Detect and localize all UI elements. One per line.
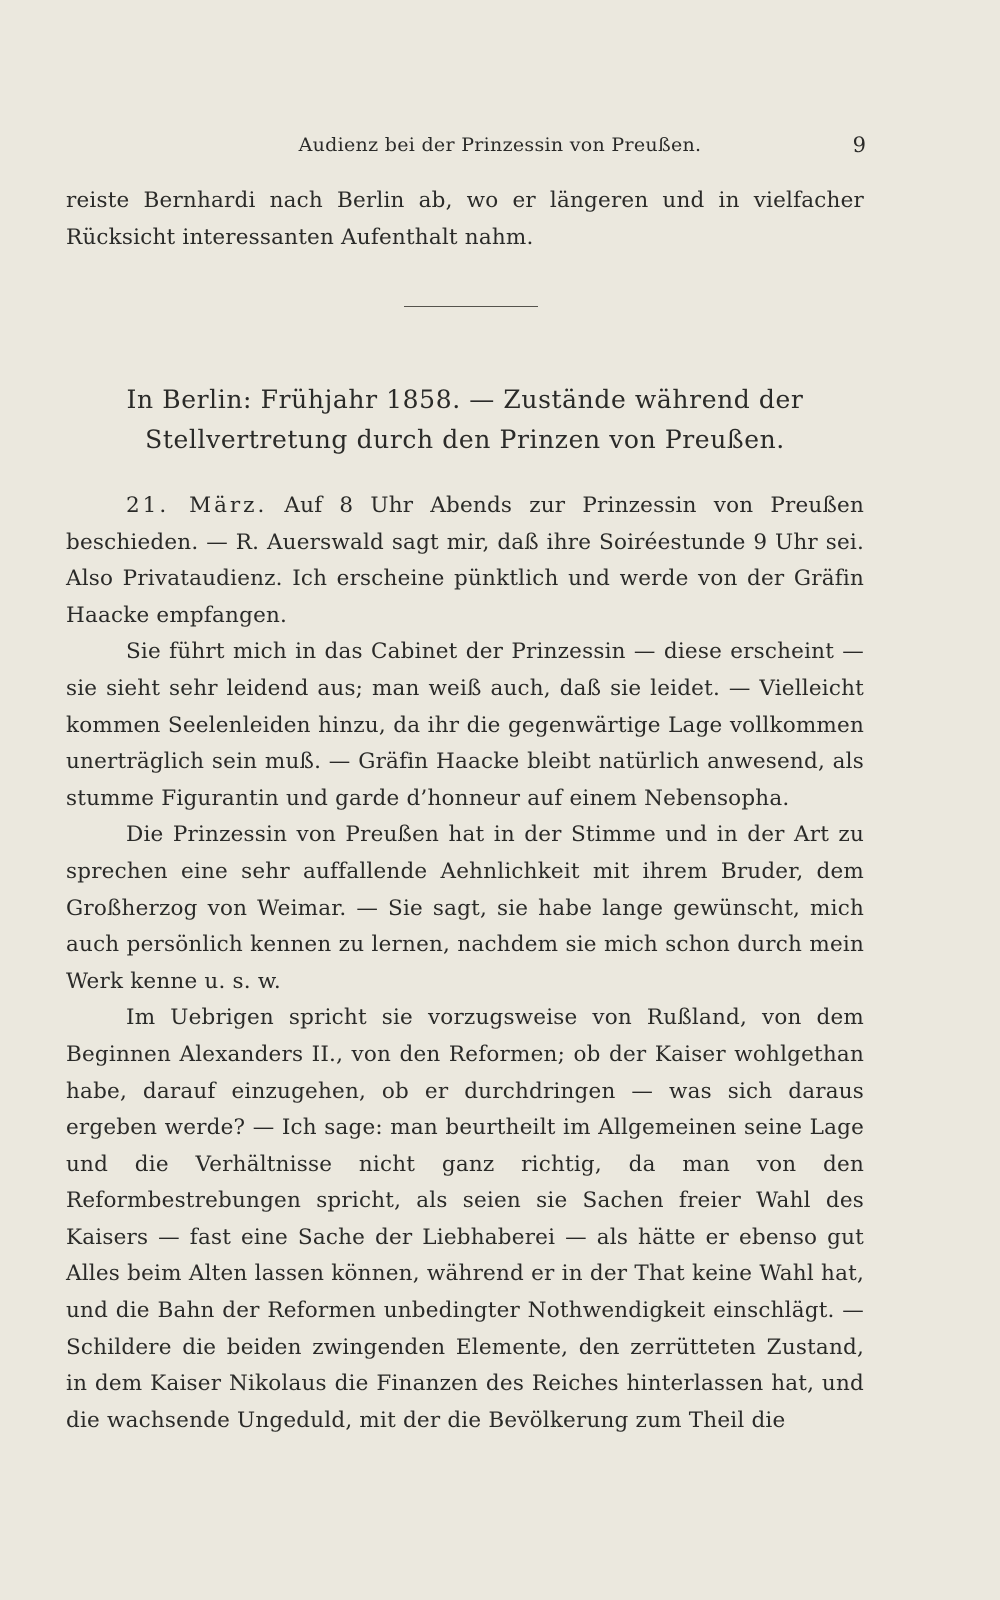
section-heading-line-1: In Berlin: Frühjahr 1858. — Zustände während der	[126, 385, 804, 414]
section-divider	[404, 306, 538, 307]
intro-block	[66, 183, 864, 256]
diary-entry	[66, 488, 864, 634]
section-heading	[66, 380, 864, 460]
running-title: Audienz bei der Prinzessin von Preußen.	[298, 134, 702, 156]
intro-paragraph: reiste Bernhardi nach Berlin ab, wo er längeren und in vielfacher Rücksicht interessanten Aufenthalt nahm.	[66, 188, 864, 250]
section-heading-line-2: Stellvertretung durch den Prinzen von Preußen.	[145, 425, 785, 454]
paragraph: Die Prinzessin von Preußen hat in der Stimme und in der Art zu sprechen eine sehr auffallende Aehnlichkeit mit ihrem Bruder, dem Großherzog von Weimar. — Sie sagt, sie habe lange gewünscht, mich auch persönlich kennen zu lernen, nachdem sie mich schon durch mein Werk kenne u. s. w.	[66, 822, 864, 994]
running-head	[0, 128, 1000, 162]
paragraph: Sie führt mich in das Cabinet der Prinzessin — diese erscheint — sie sieht sehr leidend aus; man weiß auch, daß sie leidet. — Vielleicht kommen Seelenleiden hinzu, da ihr die gegenwärtige Lage vollkommen unerträglich sein muß. — Gräfin Haacke bleibt natürlich anwesend, als stumme Figurantin und garde d’honneur auf einem Nebensopha.	[66, 639, 864, 811]
main-text	[66, 488, 864, 1439]
entry-date: 21. März.	[126, 493, 268, 518]
paragraph: Im Uebrigen spricht sie vorzugsweise von Rußland, von dem Beginnen Alexanders II., von den Reformen; ob der Kaiser wohlgethan habe, darauf einzugehen, ob er durchdringen — was sich daraus ergeben werde? — Ich sage: man beurtheilt im Allgemeinen seine Lage und die Verhältnisse nicht ganz richtig, da man von den Reformbestrebungen spricht, als seien sie Sachen freier Wahl des Kaisers — fast eine Sache der Liebhaberei — als hätte er ebenso gut Alles beim Alten lassen können, während er in der That keine Wahl hat, und die Bahn der Reformen unbedingter Nothwendigkeit einschlägt. — Schildere die beiden zwingenden Elemente, den zerrütteten Zustand, in dem Kaiser Nikolaus die Finanzen des Reiches hinterlassen hat, und die wachsende Ungeduld, mit der die Bevölkerung zum Theil die	[66, 1005, 864, 1433]
entry-text: Auf 8 Uhr Abends zur Prinzessin von Preußen beschieden. — R. Auerswald sagt mir, daß ihre Soiréestunde 9 Uhr sei. Also Privataudienz. Ich erscheine pünktlich und werde von der Gräfin Haacke empfangen.	[66, 493, 864, 628]
page-number: 9	[852, 133, 866, 157]
